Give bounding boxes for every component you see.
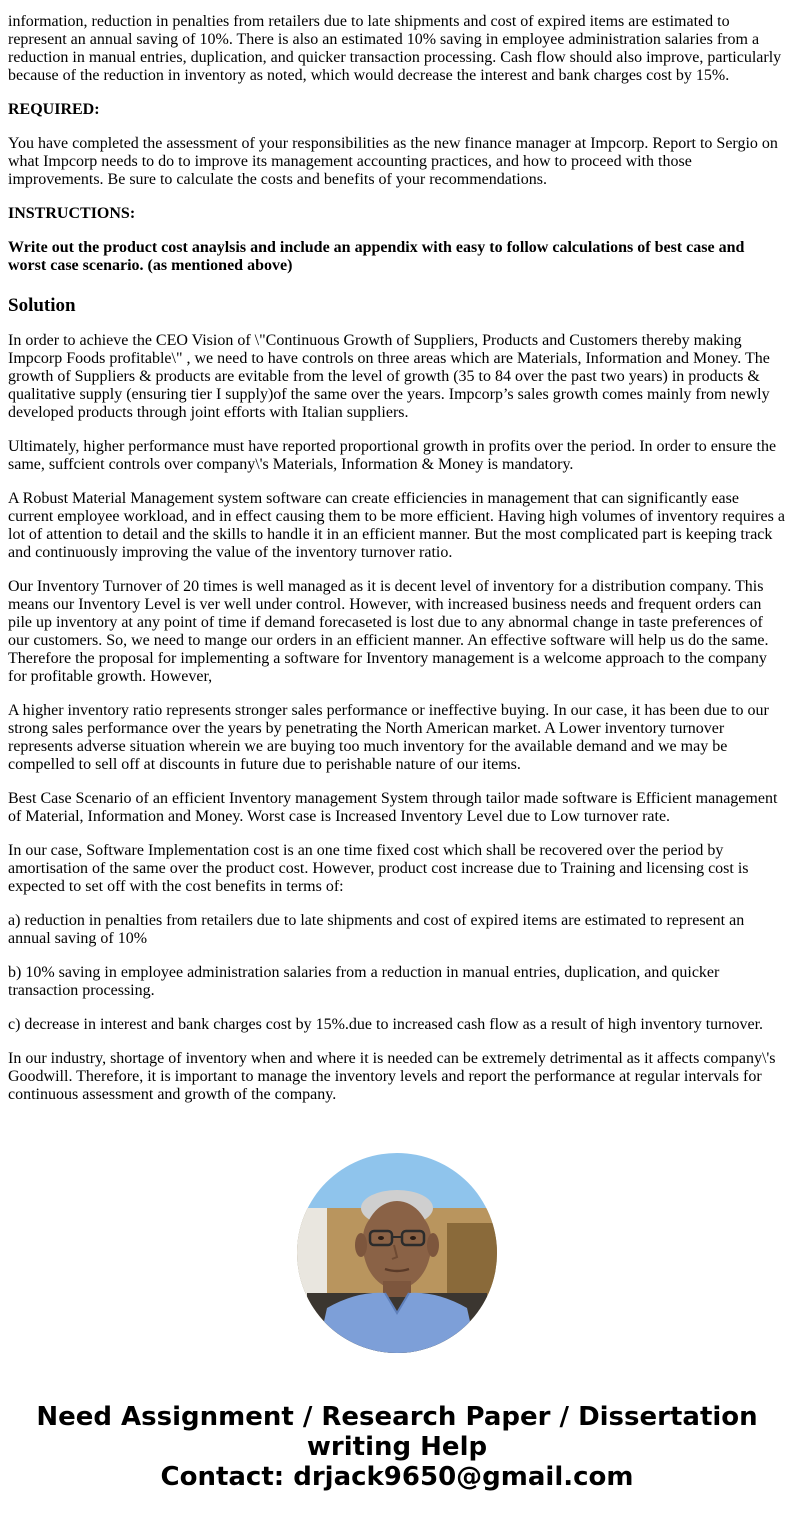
banner-line-2: writing Help [306,1432,488,1462]
solution-paragraph: In our case, Software Implementation cost is an one time fixed cost which shall be recovered over the period by amortisation of the same over the product cost. However, product cost increase due to Training and licensing cost is expected to set off with the cost benefits in terms of: [8,842,749,895]
required-heading: REQUIRED: [8,101,100,118]
intro-paragraph: information, reduction in penalties from retailers due to late shipments and cost of expired items are estimated to represent an annual saving of 10%. There is also an estimated 10% saving in employee administration salaries from a reduction in manual entries, duplication, and quicker transaction processing. Cash flow should also improve, particularly because of the reduction in inventory as noted, which would decrease the interest and bank charges cost by 15%. [8,13,782,84]
solution-paragraph: In order to achieve the CEO Vision of \"Continuous Growth of Suppliers, Products and Customers thereby making Impcorp Foods profitable\" , we need to have controls on three areas which are Materials, Information and Money. The growth of Suppliers & products are evitable from the level of growth (35 to 84 over the past two years) in products & qualitative supply (ensuring tier I supply)of the same over the years. Impcorp’s sales growth comes mainly from newly developed products through joint efforts with Italian suppliers. [8,332,770,421]
solution-list-item: b) 10% saving in employee administration salaries from a reduction in manual entries, duplication, and quicker transaction processing. [8,964,720,999]
contact-banner [0,1402,794,1492]
instructions-text: Write out the product cost anaylsis and include an appendix with easy to follow calculations of best case and worst case scenario. (as mentioned above) [8,239,745,274]
solution-paragraph: A Robust Material Management system software can create efficiencies in management that can significantly ease current employee workload, and in effect causing them to be more efficient. Having high volumes of inventory requires a lot of attention to detail and the skills to handle it in an efficient manner. But the most complicated part is keeping track and continuously improving the value of the inventory turnover ratio. [8,490,785,561]
solution-paragraph: Ultimately, higher performance must have reported proportional growth in profits over the period. In order to ensure the same, suffcient controls over company\'s Materials, Information & Money is mandatory. [8,438,777,473]
banner-line-1: Need Assignment / Research Paper / Dissertation [36,1402,758,1432]
instructions-heading: INSTRUCTIONS: [8,205,136,222]
solution-paragraph: Our Inventory Turnover of 20 times is well managed as it is decent level of inventory for a distribution company. This means our Inventory Level is ver well under control. However, with increased business needs and frequent orders can pile up inventory at any point of time if demand forecaseted is lost due to any abnormal change in taste preferences of our customers. So, we need to mange our orders in an efficient manner. An effective software will help us do the same. Therefore the proposal for implementing a software for Inventory management is a welcome approach to the company for profitable growth. However, [8,578,769,685]
solution-paragraph: In our industry, shortage of inventory when and where it is needed can be extremely detrimental as it affects company\'s Goodwill. Therefore, it is important to manage the inventory levels and report the performance at regular intervals for continuous assessment and growth of the company. [8,1050,776,1103]
author-avatar [297,1153,497,1353]
author-portrait-image [297,1153,497,1353]
banner-contact-line: Contact: drjack9650@gmail.com [160,1462,634,1492]
solution-list-item: a) reduction in penalties from retailers due to late shipments and cost of expired items are estimated to represent an annual saving of 10% [8,912,745,947]
solution-list-item: c) decrease in interest and bank charges cost by 15%.due to increased cash flow as a result of high inventory turnover. [8,1016,764,1033]
solution-paragraph: A higher inventory ratio represents stronger sales performance or ineffective buying. In our case, it has been due to our strong sales performance over the years by penetrating the North American market. A Lower inventory turnover represents adverse situation wherein we are buying too much inventory for the available demand and we may be compelled to sell off at discounts in future due to perishable nature of our items. [8,702,769,773]
solution-heading: Solution [8,295,76,316]
required-text: You have completed the assessment of your responsibilities as the new finance manager at Impcorp. Report to Sergio on what Impcorp needs to do to improve its management accounting practices, and how to proceed with those improvements. Be sure to calculate the costs and benefits of your recommendations. [8,135,778,188]
solution-paragraph: Best Case Scenario of an efficient Inventory management System through tailor made software is Efficient management of Material, Information and Money. Worst case is Increased Inventory Level due to Low turnover rate. [8,790,778,825]
